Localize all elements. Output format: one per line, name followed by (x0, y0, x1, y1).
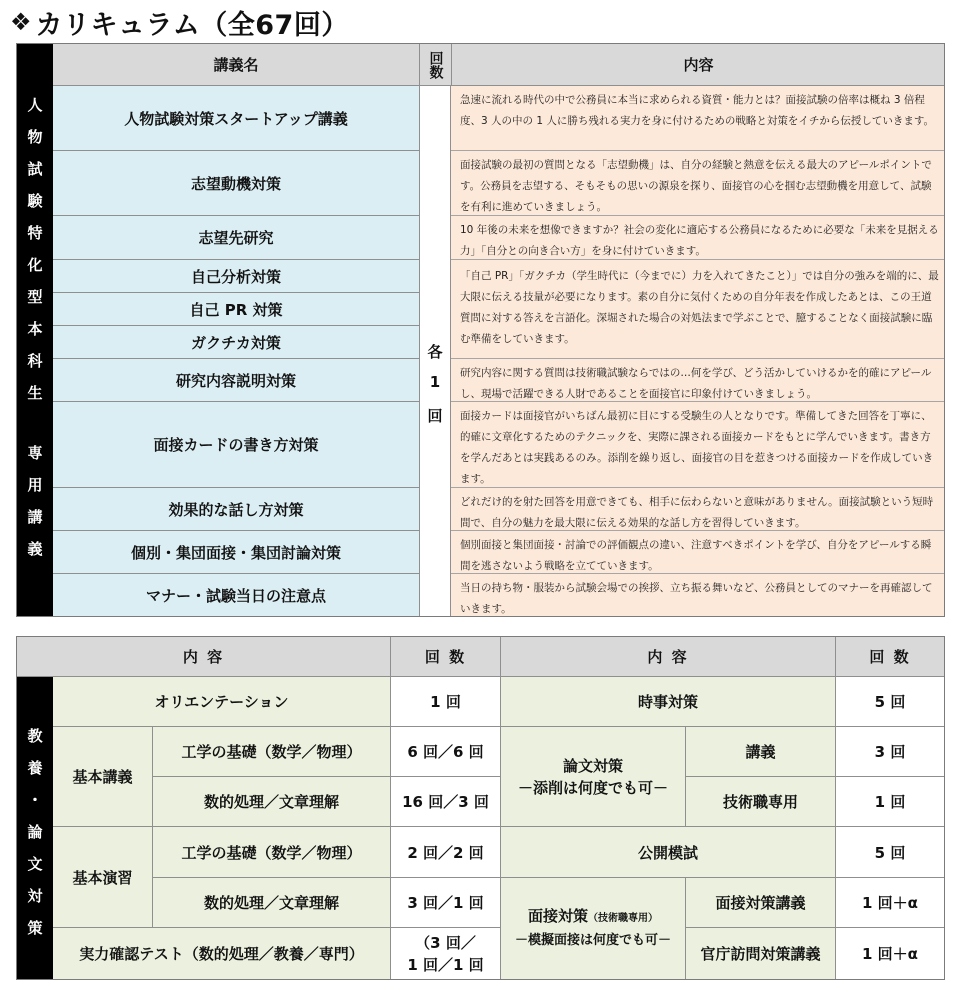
lecture-name: 自己分析対策 (53, 260, 419, 293)
side-label-char: 験 (27, 192, 43, 210)
mensetsu-group (501, 878, 686, 979)
side-label-char: 本 (27, 320, 43, 338)
lecture-description: 10 年後の未来を想像できますか？社会の変化に適応する公務員になるために必要な「未来を見据える力」「自分との向き合い方」を身に付けていきます。 (451, 216, 945, 260)
ronbun-row-label: 講義 (686, 727, 836, 777)
kihon-kogi-row-count: 6 回／6 回 (391, 727, 501, 777)
side-label-char: 文 (27, 855, 43, 873)
lecture-name: 志望動機対策 (53, 151, 419, 216)
side-label-char: 論 (27, 823, 43, 841)
four-diamond-icon: ❖ (10, 8, 32, 36)
jitsuryoku-count-line: （3 回／ (415, 933, 476, 952)
side-label-char: ・ (27, 791, 43, 809)
side-label-char: 講 (27, 508, 43, 526)
ronbun-label: 論文対策 (562, 756, 623, 775)
kihon-enshu-row-count: 3 回／1 回 (391, 878, 501, 928)
count-column (419, 86, 451, 616)
mensetsu-row-count: 1 回＋α (836, 928, 944, 979)
side-label-char: 物 (27, 128, 43, 146)
lecture-description: 「自己 PR」「ガクチカ（学生時代に（今までに）力を入れてきたこと）」では自分の強みを端的に、最大限に伝える技量が必要になります。素の自分に気付くための自分年表を作成したあとは、この王道質問に対する答えを言語化。深堀された場合の対処法まで学ぶことで、臆することなく面接試験に臨む準備をしていきます。 (451, 260, 945, 359)
page-title: カリキュラム（全67回） (35, 9, 349, 41)
lecture-name: ガクチカ対策 (53, 326, 419, 359)
lecture-name: 個別・集団面接・集団討論対策 (53, 531, 419, 574)
kihon-kogi-label: 基本講義 (53, 727, 153, 827)
lecture-name: マナー・試験当日の注意点 (53, 574, 419, 616)
side-label-char: 用 (27, 476, 43, 494)
header-count-right: 回 数 (836, 637, 944, 677)
mensetsu-title (528, 905, 658, 930)
side-label-char: 科 (27, 352, 43, 370)
count-char: 各 (427, 343, 443, 361)
header-count-label: 回数 (427, 50, 444, 79)
ronbun-row-count: 1 回 (836, 777, 944, 827)
moshi-count: 5 回 (836, 827, 944, 878)
kihon-enshu-row-label: 数的処理／文章理解 (153, 878, 391, 928)
lecture-description: 面接試験の最初の質問となる「志望動機」は、自分の経験と熱意を伝える最大のアピールポイントです。公務員を志望する、そもそもの思いの源泉を探り、面接官の心を掴む志望動機を用意して、試験を有利に進めていきましょう。 (451, 151, 945, 216)
side-label-char: 人 (27, 96, 43, 114)
ronbun-row-label: 技術職専用 (686, 777, 836, 827)
header-count-left: 回 数 (391, 637, 501, 677)
mensetsu-label-small: （技術職専用） (588, 913, 658, 924)
kihon-enshu-label: 基本演習 (53, 827, 153, 928)
moshi-label: 公開模試 (501, 827, 836, 878)
special-course-table (16, 43, 945, 617)
side-label-bar (17, 677, 53, 979)
side-label-bar (17, 44, 53, 616)
kihon-enshu-row-count: 2 回／2 回 (391, 827, 501, 878)
count-char: 回 (427, 407, 443, 425)
side-label-char: 対 (27, 887, 43, 905)
jitsuryoku-count (391, 928, 501, 979)
side-label-char: 策 (27, 919, 43, 937)
mensetsu-row-count: 1 回＋α (836, 878, 944, 928)
ronbun-note: －添削は何度でも可－ (517, 778, 668, 797)
jitsuryoku-label: 実力確認テスト（数的処理／教養／専門） (53, 928, 391, 979)
mensetsu-label: 面接対策 (527, 907, 588, 925)
header-content: 内容 (451, 44, 945, 86)
lecture-name: 志望先研究 (53, 216, 419, 260)
side-label-char: 特 (27, 224, 43, 242)
header-count (419, 44, 451, 86)
orientation-count: 1 回 (391, 677, 501, 727)
lecture-description: 研究内容に関する質問は技術職試験ならではの…何を学び、どう活かしていけるかを的確にアピールし、現場で活躍できる人財であることを面接官に印象付けていきましょう。 (451, 359, 945, 402)
mensetsu-row-label: 官庁訪問対策講義 (686, 928, 836, 979)
side-label-char: 専 (27, 444, 43, 462)
kihon-kogi-row-label: 数的処理／文章理解 (153, 777, 391, 827)
lecture-name: 人物試験対策スタートアップ講義 (53, 86, 419, 151)
lecture-name: 面接カードの書き方対策 (53, 402, 419, 488)
side-label-char: 養 (27, 759, 43, 777)
kihon-enshu-row-label: 工学の基礎（数学／物理） (153, 827, 391, 878)
side-label-char: 化 (27, 256, 43, 274)
lecture-name: 効果的な話し方対策 (53, 488, 419, 531)
orientation-label: オリエンテーション (53, 677, 391, 727)
jiji-label: 時事対策 (501, 677, 836, 727)
lecture-description: 当日の持ち物・服装から試験会場での挨拶、立ち振る舞いなど、公務員としてのマナーを再確認していきます。 (451, 574, 945, 616)
side-label-char: 型 (27, 288, 43, 306)
lecture-description: 面接カードは面接官がいちばん最初に目にする受験生の人となりです。準備してきた回答を丁寧に、的確に文章化するためのテクニックを、実際に課される面接カードをもとに学んでいきます。書き方を学んだあとは実践あるのみ。添削を繰り返し、面接官の目を惹きつける面接カードを作成していきます。 (451, 402, 945, 488)
page-heading (10, 4, 349, 40)
general-course-table (16, 636, 945, 980)
lecture-description: 急速に流れる時代の中で公務員に本当に求められる資質・能力とは？面接試験の倍率は概ね 3 倍程度、3 人の中の 1 人に勝ち残れる実力を身に付けるための戦略と対策をイチから伝授していきます。 (451, 86, 945, 151)
kihon-kogi-row-label: 工学の基礎（数学／物理） (153, 727, 391, 777)
lecture-description: どれだけ的を射た回答を用意できても、相手に伝わらないと意味がありません。面接試験という短時間で、自分の魅力を最大限に伝える効果的な話し方を習得していきます。 (451, 488, 945, 531)
lecture-name: 自己 PR 対策 (53, 293, 419, 326)
mensetsu-note: －模擬面接は何度でも可－ (514, 933, 671, 948)
lecture-description: 個別面接と集団面接・討論での評価観点の違い、注意すべきポイントを学び、自分をアピールする瞬間を逃さないよう戦略を立てていきます。 (451, 531, 945, 574)
header-content-left: 内 容 (17, 637, 391, 677)
lecture-name: 研究内容説明対策 (53, 359, 419, 402)
kihon-kogi-row-count: 16 回／3 回 (391, 777, 501, 827)
ronbun-row-count: 3 回 (836, 727, 944, 777)
jitsuryoku-count-line: 1 回／1 回 (407, 955, 484, 974)
header-content-right: 内 容 (501, 637, 836, 677)
jiji-count: 5 回 (836, 677, 944, 727)
side-label-char: 試 (27, 160, 43, 178)
count-char: 1 (429, 373, 441, 391)
mensetsu-row-label: 面接対策講義 (686, 878, 836, 928)
header-lecture-name: 講義名 (53, 44, 419, 86)
side-label-char: 義 (27, 540, 43, 558)
ronbun-group (501, 727, 686, 827)
side-label-char: 教 (27, 727, 43, 745)
side-label-char: 生 (27, 384, 43, 402)
